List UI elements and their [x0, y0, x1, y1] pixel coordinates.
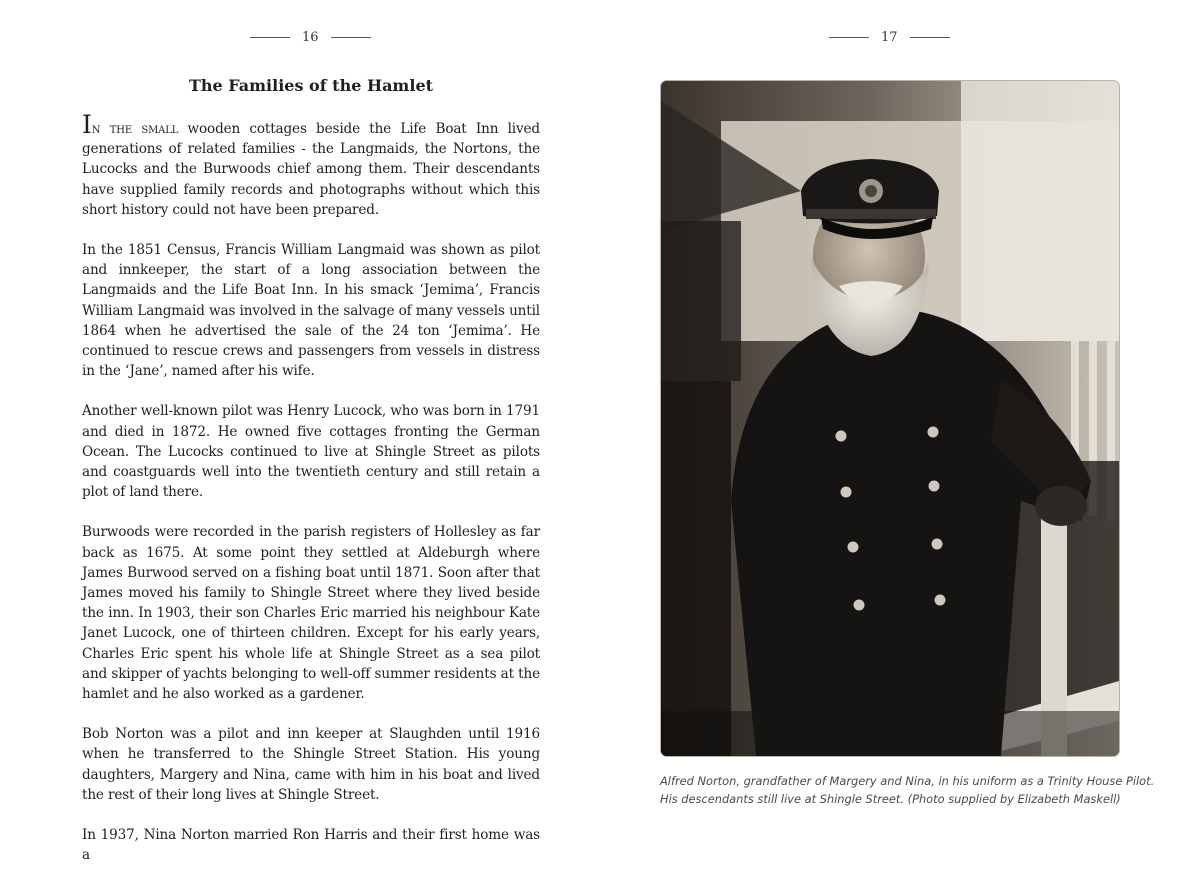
lead-in-smallcaps: n the small — [91, 121, 179, 137]
paragraph-2: In the 1851 Census, Francis William Langmaid was shown as pilot and innkeeper, the start of a long association between the Langmaids and the Life Boat Inn. In his smack ‘Jemima’, Francis William Langmaid was involved in the salvage of many vessels until 1864 when he advertised the sale of the 24 ton ‘Jemima’. He continued to rescue crews and passengers from vessels in distress in the ‘Jane’, named after his wife. — [82, 242, 540, 380]
portrait-photo — [661, 81, 1119, 756]
folio-rule-right — [331, 37, 371, 38]
paragraph-4: Burwoods were recorded in the parish registers of Hollesley as far back as 1675. At some point they settled at Aldeburgh where James Burwood served on a fishing boat until 1871. Soon after that James moved his family to Shingle Street where they lived beside the inn. In 1903, their son Charles Eric married his neighbour Kate Janet Lucock, one of thirteen children. Except for his early years, Charles Eric spent his whole life at Shingle Street as a sea pilot and skipper of yachts belonging to well-off summer residents at the hamlet and he also worked as a gardener. — [82, 524, 540, 703]
page-number: 17 — [881, 29, 898, 45]
portrait-illustration — [661, 81, 1119, 756]
right-page — [600, 0, 1200, 845]
paragraph-3: Another well-known pilot was Henry Lucock, who was born in 1791 and died in 1872. He owned five cottages fronting the German Ocean. The Lucocks continued to live at Shingle Street as pilots and coastguards well into the twentieth century and still retain a plot of land there. — [82, 403, 540, 501]
body-text — [82, 110, 540, 886]
caption-line-1: Alfred Norton, grandfather of Margery and Nina, in his uniform as a Trinity House Pilot. — [660, 774, 1155, 788]
paragraph-6: In 1937, Nina Norton married Ron Harris and their first home was a — [82, 827, 540, 864]
page-number-17 — [829, 28, 950, 46]
folio-rule-right — [910, 37, 950, 38]
paragraph-5: Bob Norton was a pilot and inn keeper at Slaughden until 1916 when he transferred to the Shingle Street Station. His young daughters, Margery and Nina, came with him in his boat and lived the rest of their long lives at Shingle Street. — [82, 726, 540, 803]
chapter-heading: The Families of the Hamlet — [188, 76, 434, 95]
page-number: 16 — [302, 29, 319, 45]
page-number-16 — [250, 28, 371, 46]
folio-rule-left — [829, 37, 869, 38]
caption-line-2: His descendants still live at Shingle Street. (Photo supplied by Elizabeth Maskell) — [660, 792, 1121, 806]
folio-rule-left — [250, 37, 290, 38]
paragraph-1-text: wooden cottages beside the Life Boat Inn lived generations of related families - the Langmaids, the Nortons, the Lucocks and the Burwoods chief among them. Their descendants have supplied family records and photographs without which this short history could not have been prepared. — [82, 121, 540, 218]
paragraph-1 — [82, 110, 540, 220]
left-page — [0, 0, 600, 864]
drop-cap: I — [82, 110, 92, 139]
photo-caption — [660, 772, 1155, 808]
